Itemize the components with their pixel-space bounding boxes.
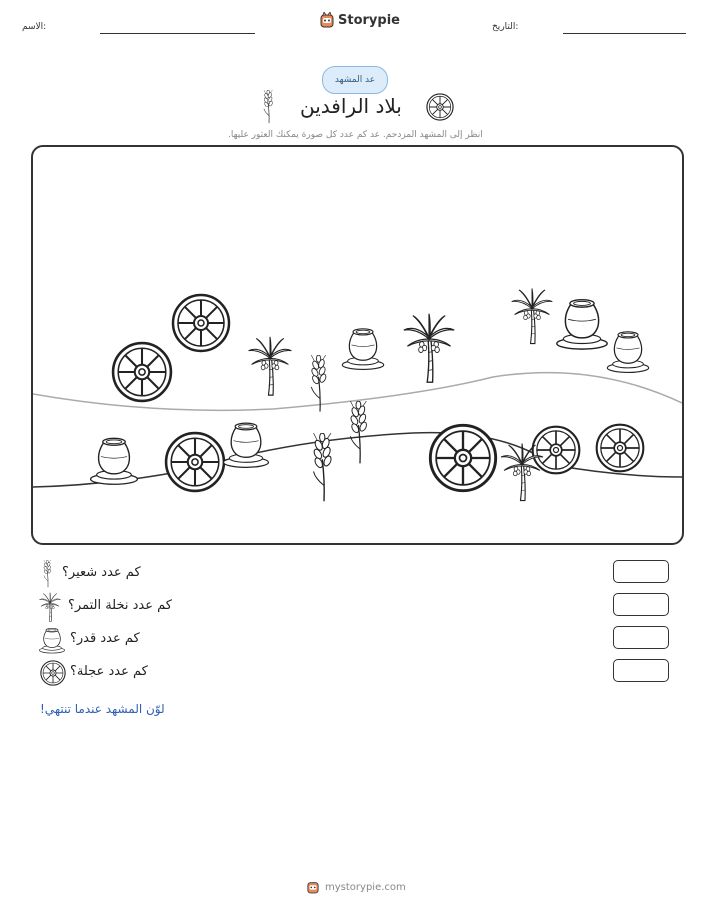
- question-text: كم عدد نخلة التمر؟: [68, 598, 172, 613]
- brand-logo: [320, 12, 400, 28]
- wheel-icon: [533, 427, 580, 474]
- instructions: انظر إلى المشهد المزدحم. عد كم عدد كل صورة يمكنك العثور عليها.: [228, 130, 483, 140]
- date-palm-icon: [38, 592, 62, 622]
- title-wheel-icon: [426, 93, 454, 121]
- name-label: الاسم:: [22, 22, 47, 32]
- question-row: [40, 660, 66, 686]
- name-line[interactable]: [100, 33, 255, 34]
- date-label: التاريخ:: [492, 22, 519, 32]
- brand-name: Storypie: [338, 12, 400, 28]
- wheel-icon: [430, 425, 495, 490]
- wheat-icon: [350, 398, 368, 464]
- pottery-jar-icon: [91, 438, 138, 484]
- wheat-icon: [38, 560, 58, 588]
- page-title: بلاد الرافدين: [300, 94, 402, 118]
- date-line[interactable]: [563, 33, 686, 34]
- date-palm-icon: [249, 337, 292, 395]
- pottery-jar-icon: [557, 300, 607, 349]
- counting-scene: [31, 145, 684, 545]
- wheel-icon: [597, 425, 644, 472]
- date-palm-icon: [512, 288, 553, 343]
- pottery-jar-icon: [607, 332, 648, 373]
- storypie-mascot-icon: [320, 12, 334, 28]
- closing-note: لوّن المشهد عندما تنتهي!: [40, 702, 165, 716]
- question-row: [38, 592, 62, 622]
- answer-box-wheat[interactable]: [613, 560, 669, 583]
- wheel-icon: [40, 660, 66, 686]
- wheel-icon: [173, 295, 229, 351]
- pottery-jar-icon: [38, 626, 66, 654]
- title-wheat-icon: [259, 90, 279, 124]
- footer: [307, 880, 406, 894]
- wheat-icon: [311, 352, 327, 411]
- scene-illustration: [33, 147, 682, 543]
- question-row: [38, 626, 66, 654]
- answer-box-jar[interactable]: [613, 626, 669, 649]
- answer-box-date-palm[interactable]: [613, 593, 669, 616]
- pottery-jar-icon: [342, 329, 383, 370]
- storypie-mascot-icon: [307, 880, 319, 894]
- question-text: كم عدد عجلة؟: [70, 664, 148, 679]
- question-row: [38, 560, 58, 588]
- question-text: كم عدد قدر؟: [70, 631, 140, 646]
- wheel-icon: [166, 433, 224, 491]
- pottery-jar-icon: [224, 423, 269, 467]
- answer-box-wheel[interactable]: [613, 659, 669, 682]
- activity-badge: عد المشهد: [322, 66, 388, 94]
- question-text: كم عدد شعير؟: [62, 565, 141, 580]
- date-palm-icon: [404, 314, 454, 382]
- wheel-icon: [113, 343, 171, 401]
- footer-site: mystorypie.com: [325, 881, 406, 893]
